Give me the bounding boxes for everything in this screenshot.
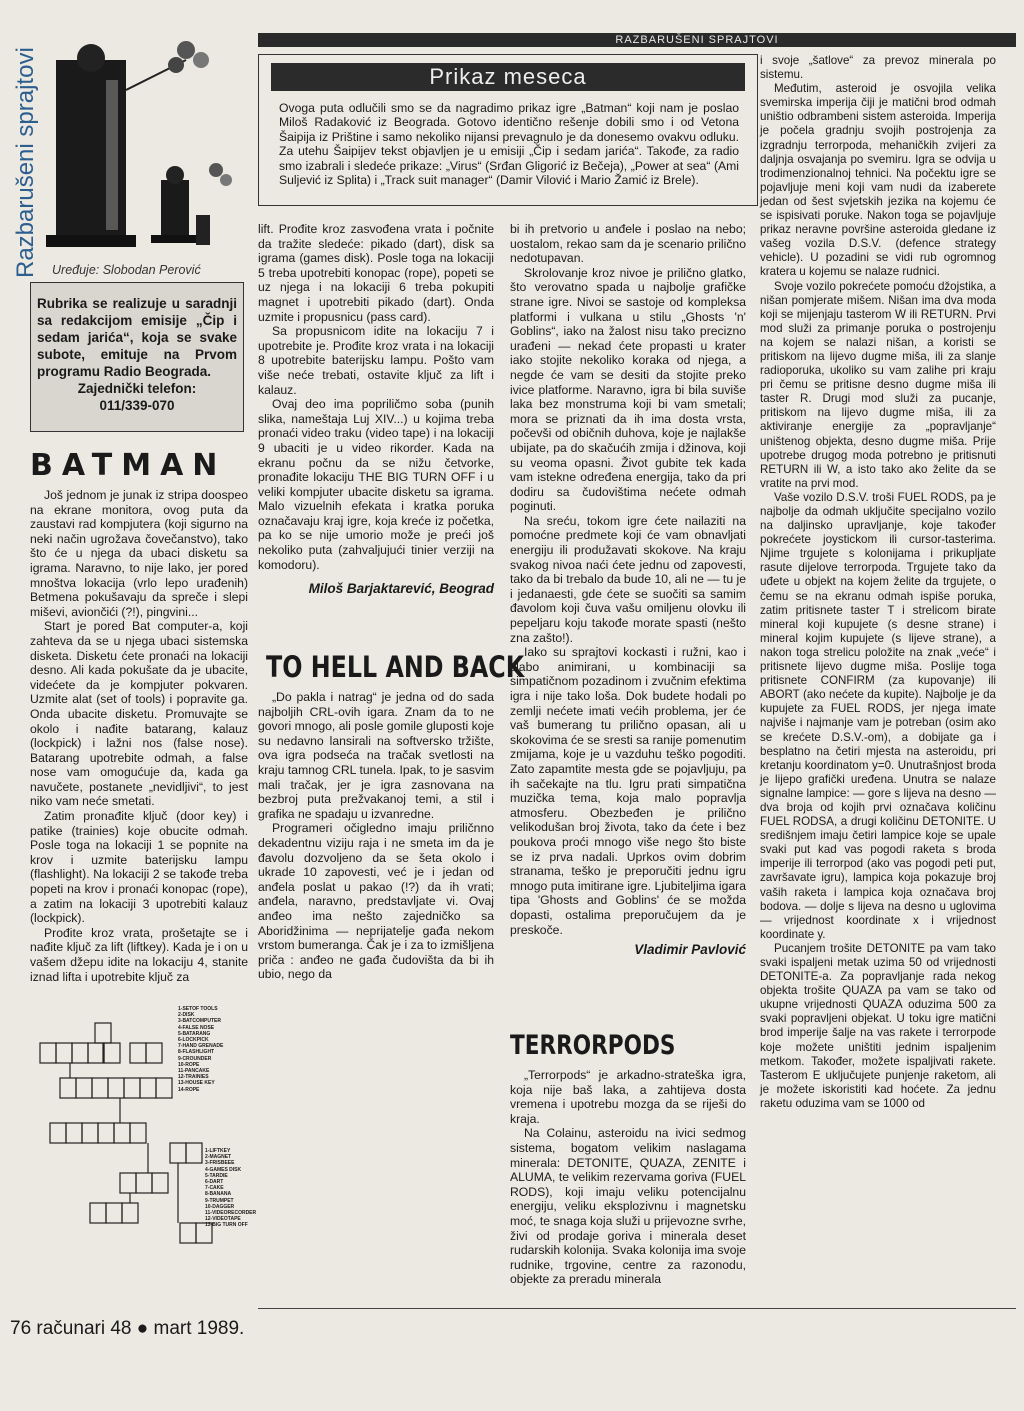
- map-legend-bottom: [205, 1148, 256, 1229]
- paragraph: Sa propusnicom idite na lokaciju 7 i upotrebite je. Prođite kroz vrata i na lokaciji 8 upotrebite baterijsku lampu. Pošto vam više neće trebati, ostavite ključ za lift i kalauz.: [258, 324, 494, 397]
- hell-heading: TO HELL AND BACK: [266, 650, 525, 684]
- map-legend-top: [178, 1006, 223, 1093]
- rubric-box: [30, 282, 244, 432]
- hell-column-2: [258, 690, 494, 982]
- footer-rule: [258, 1308, 1016, 1309]
- legend-item: 3-FRISBEEE: [205, 1160, 235, 1167]
- legend-item: 6-LOCKPICK: [178, 1037, 209, 1044]
- editor-credit: Uređuje: Slobodan Perović: [52, 263, 201, 277]
- feature-text: Ovoga puta odlučili smo se da nagradimo prikaz igre „Batman“ koji nam je poslao Miloš Radaković iz Beograda. Gotovo identično rešenje dobili smo i od Vetona Šaipija iz Prištine i samo nekoliko nijansi prevagnulo je da donesemo ovakvu odluku. Za utehu Šaipijev tekst objavljen je u emisiji „Čip i sedam jarića“. Takođe, za radio smo izabrali i sledeće prikaze: „Virus“ (Srđan Gligorić iz Bečeja), „Power at sea“ (Ami Suljević iz Splita) i „Track suit manager“ (Damir Vilović i Mario Žamić iz Brele).: [279, 101, 739, 188]
- legend-item: 12-VIDEOTAPE: [205, 1216, 241, 1223]
- paragraph: Prođite kroz vrata, prošetajte se i nađite ključ za lift (liftkey). Kada je i on u vašem džepu idite na lokaciju 4, stanite iznad lifta i upotrebite ključ za: [30, 925, 248, 984]
- paragraph: Skrolovanje kroz nivoe je prilično glatko, što verovatno spada u najbolje grafičke strane igre. Nivoi se sastoje od kompleksa platformi i vulkana u stilu „Ghosts 'n' Goblins“, iako na žalost nisu tako precizno urađeni — nekad ćete propasti u krater iako stojite nekoliko koraka od njega, a negde će vam se desiti da stojite preko ivice platforme. Naravno, igra bi bila suviše laka bez monstruma koji bi vam smetali; mora se priznati da ih ima dosta vrsta, počevši od običnih duhova, koje je najlakše ubijate, pa do skačućih zmija i džinova, koji su veoma opasni. Život gubite tek kada vam istekne određena energija, tako da pri dodiru sa čudovištima nećete odmah poginuti.: [510, 265, 746, 514]
- paragraph: „Do pakla i natrag“ je jedna od do sada najboljih CRL-ovih igara. Znam da to ne govori mnogo, ali posle gomile gluposti koje su nedavno lansirali na softversko tržište, ova igra podseća na tračak svetlosti na kraju tamnog CRL tunela. Ipak, to je sasvim mali tračak, jer je igra zasnovana na bezbroj puta prežvakanoj temi, a stil i grafika ne spadaju u izvanredne.: [258, 690, 494, 821]
- legend-item: 4-FALSE NOSE: [178, 1024, 215, 1031]
- paragraph: Ovaj deo ima popriličmo soba (punih slika, nameštaja Luj XIV...) u kojima treba pronaći video traku (video tape) i na lokaciji 9 ubaciti je u video rikorder. Kada na ekranu počnu da se nižu četvorke, pronađite lokaciju THE BIG TURN OFF i u veliki kompjuter ubacite disketu sa igrama. Malo vizuelnih efekata i kratka poruka označavaju kraj igre, koja kreće iz početka, pa ko se nije umorio može je preći još nekoliko puta (zahvaljujući tinier verziji na komodoru).: [258, 397, 494, 572]
- legend-item: 9-CROUNDER: [178, 1055, 212, 1062]
- paragraph: lift. Prođite kroz zasvođena vrata i počnite da tražite sledeće: pikado (dart), disk sa igrama (games disk). Posle toga na lokaciji 5 treba upotrebiti konopac (rope), popeti se uz njega i na lokaciji 6 treba pokupiti magnet i upotrebiti pikado (dart). Onda uzmite i propusnicu (pass card).: [258, 222, 494, 324]
- paragraph: Zatim pronađite ključ (door key) i patike (trainies) koje obucite odmah. Posle toga na lokaciji 1 se popnite na krov i uzmite baterijsku lampu (flashlight). Na lokaciji 2 se takođe treba popeti na krov i pronaći konopac (rope), a zatim na lokaciji 3 upotrebiti kalauz (lockpick).: [30, 809, 248, 926]
- legend-item: 8-FLASHLIGHT: [178, 1049, 215, 1056]
- legend-item: 14-ROPE: [178, 1086, 200, 1093]
- header-bar: RAZBARUŠENI SPRAJTOVI: [258, 33, 1016, 47]
- batman-map: [30, 998, 260, 1268]
- legend-item: 13-BIG TURN OFF: [205, 1222, 248, 1229]
- legend-item: 3-BATCOMPUTER: [178, 1018, 221, 1025]
- paragraph: Svoje vozilo pokrećete pomoću džojstika, a nišan pomjerate mišem. Nišan ima dva moda koji se mijenjaju tasterom W ili RETURN. Prvi mod služi za primanje poruka o postrojenju na kojem se nalazi nišan, a koristi se pritiskom na lijevo dugme miša, ili za slanje radioporuka, ukoliko su vam zalihe pri kraju pri čemu se pritisne desno dugme miša ili taster R. Drugi mod služi za pucanje, pritiskom na lijevo dugme miša, ili za aktiviranje energije za „popravljanje“ uništenog objekta, desno dugme miša. Prije upotrebe drugog moda potrebno je pritisnuti RETURN ili W, a isto tako ako želite da se vratite na prvi mod.: [760, 279, 996, 490]
- legend-item: 7-HAND GRENADE: [178, 1043, 224, 1050]
- terror-column-4: [760, 54, 996, 1111]
- paragraph: Iako su sprajtovi kockasti i ružni, kao i slabo animirani, u kombinaciji sa simpatičnom pozadinom i zvučnim efektima igra i nije tako loša. Dok budete hodali po zemlji nećete imati većih problema, jer će vaš bumerang tu prilično opasan, ali u skokovima će se sresti sa ranije pomenutim zmijama, koje je u vazduhu teško pogoditi. Zato zapamtite mesta gde se pojavljuju, pa ih sačekajte na tlu. Igru prati simpatična muzička tema, koja malo popravlja atmosferu. Obezbeđen je prilično velikodušan broj života, tako da ćete i bez poukova proći mnogo više nego što biste se iz prva nadali. Uprkos ovim dobrim stranama, teško je preporučiti jednu igru mnogo puta imitirane igre. Ljubiteljima igara tipa 'Ghosts and Goblins' će se možda dopasti, ostalima preporučujem da je preskoče.: [510, 645, 746, 937]
- paragraph: Na sreću, tokom igre ćete nailaziti na pomoćne predmete koji će vam obnavljati energiju ili produžavati skokove. Na kraju svakog nivoa naći ćete jednu od zapovesti, tako da bi trebalo da bude 10, ali ne — tu je i jedanaesti, gde ćete se suočiti sa samim đavolom koji čuva vašu omiljenu olovku ili pepeljaru koju takođe morate spasti (nešto zna zašto!).: [510, 513, 746, 645]
- hell-signature: Vladimir Pavlović: [634, 942, 746, 958]
- terror-column-3: [510, 1068, 746, 1287]
- cartoon-illustration: [46, 20, 246, 260]
- legend-item: 1-LIFTKEY: [205, 1148, 231, 1154]
- legend-item: 2-MAGNET: [205, 1154, 232, 1161]
- legend-item: 2-DISK: [178, 1012, 195, 1019]
- paragraph: Međutim, asteroid je osvojila velika svemirska imperija čiji je matični brod odmah uništio odbrambeni sistem asteroida. Imperija je počela gradnju svojih postrojenja za izgradnju terrorpoda, mehaničkih zvijeri za daljnja osvajanja po svemiru. Igra se odvija u trodimenzionalnoj tehnici. Na počektu igre se pojavljuje meni koji vam nudi da izaberete jedan od šest svjetskih jezika na kojemu će se ispisivati poruke. Nakon toga se pojavljuje prikaz neravne površine asteroida gledane iz vašeg vozila D.S.V. (defence strategy vehicle). U pozadini se vidi rub ogromnog kratera u kojemu se nalaze rudnici.: [760, 82, 996, 279]
- legend-item: 6-DART: [205, 1179, 224, 1186]
- legend-item: 11-VIDEORECORDER: [205, 1210, 257, 1217]
- hell-column-3: [510, 222, 746, 958]
- batman-column-1: [30, 488, 248, 984]
- paragraph: Još jednom je junak iz stripa doospeo na ekrane monitora, ovog puta da zaustavi rad kompjutera (koji sigurno na neki način ugrožava čovečanstvo), tako što će u njega da ubaci disketu sa igrama. Naravno, to nije lako, jer pored mnoštva lokacija (vrlo lepo urađenih) Betmena pokušavaju da spreče i slepi miševi, aviončići (?!), pingvini...: [30, 488, 248, 619]
- paragraph: „Terrorpods“ je arkadno-strateška igra, koja nije baš laka, a zahtijeva dosta vremena i upotrebu mozga da se riješi do kraja.: [510, 1068, 746, 1126]
- phone-label: Zajednički telefon:: [77, 381, 197, 396]
- page-footer: 76 računari 48 ● mart 1989.: [10, 1318, 245, 1339]
- rubric-text: Rubrika se realizuje u saradnji sa redakcijom emisije „Čip i sedam jarića“, koja se svake subote, emituje na Prvom programu Radio Beograda.: [37, 296, 237, 379]
- paragraph: Vaše vozilo D.S.V. troši FUEL RODS, pa je najbolje da odmah uključite specijalno vozilo na daljinsko upravljanje, koje također pokrećete joystickom ili cursor-tasterima. Njime trgujete s kolonijama i prikupljate rasute dijelove terrorpoda. Trgujete tako da uđete u objekt na kojem želite da trgujete, o čemu se na ekranu odmah ispiše poruka, zatim pritisnete taster T i strelicom birate mineral koji kupujete (s desne strane) i mineral kojim kupujete (s lijeve strane), a nakon toga strelicu položite na znak „veće“ i pritisnete lijevo dugme miša. Poslije toga pritisnete CONFIRM (za kupovanje) ili ABORT (ako nećete da kupite). Najbolje je da kupujete za FUEL RODS, jer njega imate najviše i najmanje vam je potreban (osim ako se krećete D.S.V.-om), a dobijate ga i besplatno na četiri mjesta na asteroidu, pri kretanju koordinatom y=0. Unutrašnjost broda je lijepo grafički uređena. Unutra se nalaze signalne lampice: — gore s lijeva na desno — dva broja od kojih prvi označava količinu FUEL RODSA, a drugi količinu DETONITE. U središnjem imaju četiri lampice koje se upale svaki put kad vas pogodi raketa s broda imperije ili terrorpod (ako vas pogodi peti put, završavate igru), lampica koja pokazuje broj vaših raketa i lampica koja označava broj bodova. — dolje s lijeva na desno u uglovima — vrijednost koordinate x i vrijednost koordinate y.: [760, 490, 996, 941]
- paragraph: bi ih pretvorio u anđele i poslao na nebo; uostalom, rekao sam da je scenario prilično nedotupavan.: [510, 222, 746, 266]
- legend-item: 11-PANCAKE: [178, 1068, 210, 1075]
- legend-item: 1-SETOF TOOLS: [178, 1006, 218, 1012]
- legend-item: 7-CAKE: [205, 1185, 224, 1192]
- section-label: Razbarušeni sprajtovi: [12, 47, 39, 278]
- legend-item: 13-HOUSE KEY: [178, 1080, 215, 1087]
- column-2: [258, 222, 494, 597]
- legend-item: 5-BATARANG: [178, 1030, 211, 1037]
- batman-heading: BATMAN: [30, 448, 227, 483]
- legend-item: 10-ROPE: [178, 1061, 200, 1068]
- feature-title: Prikaz meseca: [271, 63, 745, 91]
- feature-box: [258, 54, 758, 206]
- paragraph: Na Colainu, asteroidu na ivici sedmog sistema, bogatom velikim naslagama minerala: DETONITE, QUAZA, ZENITE i ALUMA, te velikim rezervama goriva (FUEL RODS), koji imaju veliku potencijalnu energiju, veliku eksplozivnu i magnetsku moć, te snaga koja služi u prijevozne svrhe, živi od prodaje goriva i minerala deset rudarskih kolonija. Svaka kolonija ima svoje rudnike, trgovine, centre za razonodu, objekte za preradu minerala: [510, 1126, 746, 1287]
- phone-number: 011/339-070: [99, 398, 175, 413]
- paragraph: Programeri očigledno imaju priličnno dekadentnu viziju raja i ne smeta im da je đavolu dozvoljeno da se šeta okolo i ukrade 10 zapovesti, već je i jedan od anđela poslat u pakao (!?) da ih vrati; anđela, naravno, predstavljate vi. Ovaj anđeo ima nešto zajedničko sa Aboridžinima — neprijatelje gađa nekom vrstom bumeranga. Čak je i za to izmišljena priča : anđeo ne gađa čudovišta da bi ih ubio, nego da: [258, 821, 494, 982]
- paragraph: Pucanjem trošite DETONITE pa vam tako svaki ispaljeni metak uzima 50 od vrijednosti DETONITE-a. Za popravljanje rada nekog objekta trošite QUAZA pa vam se tako od ukupne vrijednosti QUAZA oduzima 500 za svaki popravljeni objekat. U toku igre matični brod imperije šalje na vas rakete i terrorpode koje možete uništiti jednim ispaljenim metkom. Također, možete ispaljivati rakete. Tasterom E uključujete punjenje raketom, ali je možete iskoristiti kad hoćete. Za jednu raketu oduzima vam se 1000 od: [760, 941, 996, 1110]
- legend-item: 9-TRUMPET: [205, 1197, 234, 1204]
- paragraph: Start je pored Bat computer-a, koji zahteva da se u njega ubaci sistemska disketa. Disketu ćete pronaći na lokaciji desno. Ali kada pokušate da je ubacite, videćete da je kompjuter pokvaren. Uzmite alat (set of tools) i popravite ga. Onda ubacite disketu. Promuvajte se okolo i nađite batarang, kalauz (lockpick) i lažni nos (false nose). Batarang upotrebite odmah, a false nose vam omogućuje da, kada ga navučete, postanete „nevidljivi“, to jest niko vam neće smetati.: [30, 619, 248, 809]
- legend-item: 10-DAGGER: [205, 1203, 235, 1210]
- legend-item: 4-GAMES DISK: [205, 1166, 242, 1173]
- paragraph: i svoje „šatlove“ za prevoz minerala po sistemu.: [760, 54, 996, 82]
- legend-item: 12-TRAINIES: [178, 1074, 209, 1081]
- terrorpods-heading: TERRORPODS: [510, 1030, 676, 1061]
- legend-item: 5-TARDIE: [205, 1172, 228, 1179]
- batman-signature: Miloš Barjaktarević, Beograd: [308, 581, 494, 597]
- legend-item: 8-BANANA: [205, 1191, 232, 1198]
